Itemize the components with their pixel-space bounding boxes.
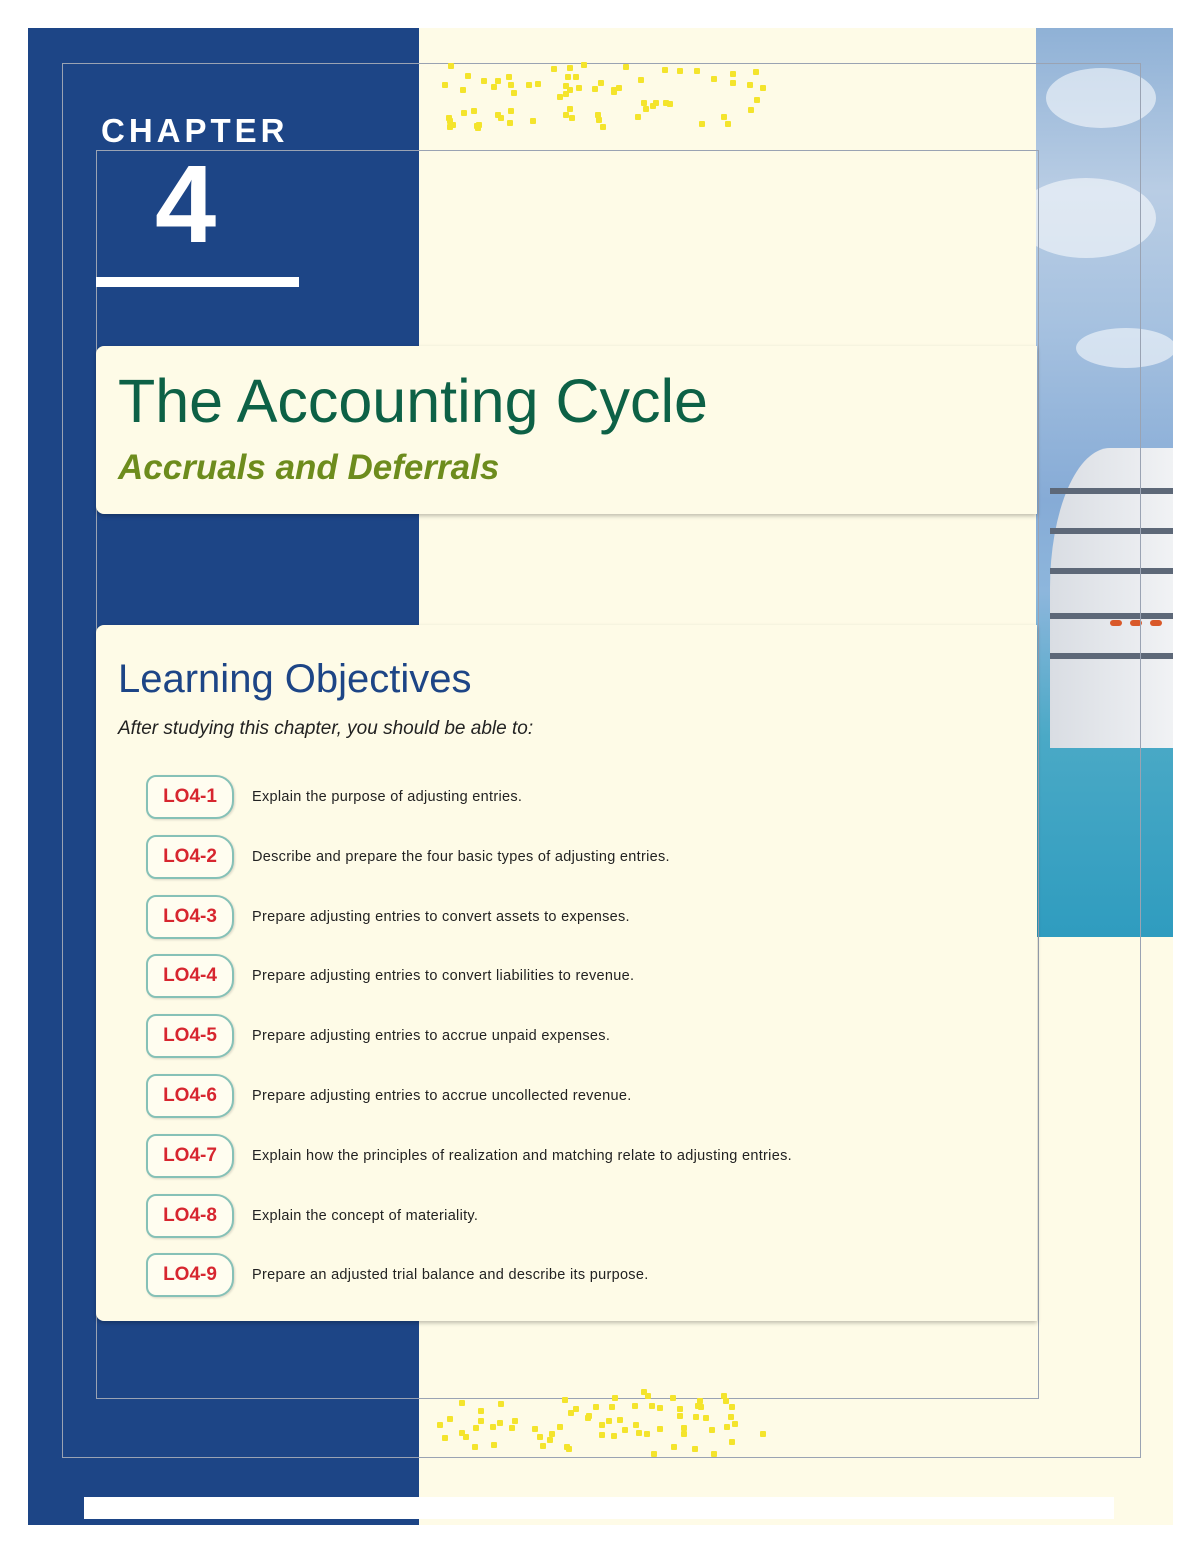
confetti-dot — [723, 1398, 729, 1404]
confetti-dot — [474, 123, 480, 129]
confetti-dot — [657, 1426, 663, 1432]
lo-text: Explain the concept of materiality. — [252, 1207, 479, 1224]
confetti-dot — [617, 1417, 623, 1423]
confetti-dot — [636, 1430, 642, 1436]
list-item — [146, 1253, 1026, 1313]
lo-text: Prepare adjusting entries to convert liabilities to revenue. — [252, 968, 635, 985]
confetti-dot — [447, 124, 453, 130]
confetti-dot — [633, 1422, 639, 1428]
confetti-dot — [622, 1427, 628, 1433]
chapter-label: CHAPTER — [101, 112, 289, 149]
chapter-number: 4 — [155, 143, 217, 266]
confetti-dot — [729, 1439, 735, 1445]
lo-text: Explain how the principles of realization and matching relate to adjusting entries. — [252, 1147, 792, 1164]
confetti-dot — [459, 1430, 465, 1436]
lifeboat — [1150, 620, 1162, 626]
confetti-dot — [670, 1395, 676, 1401]
confetti-dot — [532, 1426, 538, 1432]
confetti-dot — [651, 1451, 657, 1457]
title-box — [96, 346, 1037, 514]
confetti-dot — [511, 90, 517, 96]
confetti-dot — [442, 82, 448, 88]
confetti-dot — [748, 107, 754, 113]
confetti-dot — [711, 76, 717, 82]
bottom-white-band — [84, 1497, 1114, 1519]
confetti-dot — [663, 100, 669, 106]
confetti-dot — [643, 106, 649, 112]
confetti-dot — [551, 66, 557, 72]
confetti-dot — [581, 62, 587, 68]
confetti-dot — [592, 86, 598, 92]
confetti-dot — [653, 100, 659, 106]
confetti-dot — [711, 1451, 717, 1457]
yellow-dots-top — [437, 62, 767, 132]
confetti-dot — [611, 89, 617, 95]
confetti-dot — [535, 81, 541, 87]
lo-text: Explain the purpose of adjusting entries. — [252, 789, 523, 805]
confetti-dot — [730, 71, 736, 77]
list-item — [146, 895, 1026, 955]
list-item — [146, 835, 1026, 895]
learning-objectives-box — [96, 625, 1037, 1321]
list-item — [146, 775, 1026, 835]
confetti-dot — [490, 1424, 496, 1430]
confetti-dot — [703, 1415, 709, 1421]
confetti-dot — [459, 1400, 465, 1406]
confetti-dot — [565, 74, 571, 80]
learning-objectives-list — [146, 775, 1026, 1313]
confetti-dot — [699, 121, 705, 127]
lo-badge: LO4-7 — [146, 1134, 234, 1178]
chapter-title: The Accounting Cycle — [118, 367, 708, 435]
list-item — [146, 1134, 1026, 1194]
learning-objectives-intro: After studying this chapter, you should be able to: — [118, 718, 534, 739]
confetti-dot — [576, 85, 582, 91]
chapter-subtitle: Accruals and Deferrals — [118, 448, 500, 487]
confetti-dot — [662, 67, 668, 73]
confetti-dot — [760, 1431, 766, 1437]
confetti-dot — [509, 1425, 515, 1431]
confetti-dot — [495, 112, 501, 118]
confetti-dot — [537, 1434, 543, 1440]
lo-badge: LO4-3 — [146, 895, 234, 939]
lo-text: Prepare adjusting entries to accrue uncollected revenue. — [252, 1087, 632, 1104]
confetti-dot — [472, 1444, 478, 1450]
confetti-dot — [498, 1401, 504, 1407]
confetti-dot — [567, 65, 573, 71]
confetti-dot — [471, 108, 477, 114]
confetti-dot — [644, 1431, 650, 1437]
lo-text: Prepare adjusting entries to convert assets to expenses. — [252, 908, 630, 925]
confetti-dot — [754, 97, 760, 103]
confetti-dot — [693, 1414, 699, 1420]
lo-badge: LO4-2 — [146, 835, 234, 879]
confetti-dot — [698, 1404, 704, 1410]
confetti-dot — [442, 1435, 448, 1441]
confetti-dot — [709, 1427, 715, 1433]
confetti-dot — [481, 78, 487, 84]
lo-text: Prepare an adjusted trial balance and describe its purpose. — [252, 1267, 649, 1284]
confetti-dot — [600, 124, 606, 130]
confetti-dot — [586, 1413, 592, 1419]
confetti-dot — [549, 1431, 555, 1437]
confetti-dot — [507, 120, 513, 126]
confetti-dot — [649, 1403, 655, 1409]
lo-badge: LO4-4 — [146, 954, 234, 998]
confetti-dot — [721, 114, 727, 120]
confetti-dot — [478, 1418, 484, 1424]
confetti-dot — [495, 78, 501, 84]
lo-text: Describe and prepare the four basic types of adjusting entries. — [252, 848, 670, 865]
confetti-dot — [448, 63, 454, 69]
confetti-dot — [692, 1446, 698, 1452]
confetti-dot — [611, 1433, 617, 1439]
confetti-dot — [724, 1424, 730, 1430]
confetti-dot — [671, 1444, 677, 1450]
confetti-dot — [677, 1406, 683, 1412]
list-item — [146, 1194, 1026, 1254]
lo-badge: LO4-5 — [146, 1014, 234, 1058]
lo-badge: LO4-6 — [146, 1074, 234, 1118]
confetti-dot — [598, 80, 604, 86]
lo-badge: LO4-8 — [146, 1194, 234, 1238]
confetti-dot — [753, 69, 759, 75]
confetti-dot — [569, 115, 575, 121]
confetti-dot — [465, 73, 471, 79]
confetti-dot — [562, 1397, 568, 1403]
confetti-dot — [730, 80, 736, 86]
confetti-dot — [497, 1420, 503, 1426]
confetti-dot — [623, 64, 629, 70]
confetti-dot — [725, 121, 731, 127]
list-item — [146, 1074, 1026, 1134]
confetti-dot — [728, 1414, 734, 1420]
confetti-dot — [563, 83, 569, 89]
confetti-dot — [729, 1404, 735, 1410]
confetti-dot — [732, 1421, 738, 1427]
confetti-dot — [447, 1416, 453, 1422]
confetti-dot — [446, 115, 452, 121]
list-item — [146, 954, 1026, 1014]
confetti-dot — [612, 1395, 618, 1401]
learning-objectives-heading: Learning Objectives — [118, 657, 472, 701]
confetti-dot — [530, 118, 536, 124]
confetti-dot — [635, 114, 641, 120]
confetti-dot — [526, 82, 532, 88]
confetti-dot — [609, 1404, 615, 1410]
confetti-dot — [478, 1408, 484, 1414]
confetti-dot — [437, 1422, 443, 1428]
lo-text: Prepare adjusting entries to accrue unpaid expenses. — [252, 1028, 611, 1045]
confetti-dot — [638, 77, 644, 83]
confetti-dot — [512, 1418, 518, 1424]
confetti-dot — [567, 106, 573, 112]
confetti-dot — [599, 1422, 605, 1428]
confetti-dot — [677, 1413, 683, 1419]
confetti-dot — [681, 1431, 687, 1437]
confetti-dot — [747, 82, 753, 88]
confetti-dot — [596, 117, 602, 123]
confetti-dot — [508, 82, 514, 88]
confetti-dot — [564, 1444, 570, 1450]
confetti-dot — [508, 108, 514, 114]
confetti-dot — [606, 1418, 612, 1424]
confetti-dot — [491, 84, 497, 90]
chapter-rule — [96, 277, 299, 287]
confetti-dot — [657, 1405, 663, 1411]
confetti-dot — [760, 85, 766, 91]
confetti-dot — [573, 74, 579, 80]
confetti-dot — [677, 68, 683, 74]
lo-badge: LO4-1 — [146, 775, 234, 819]
confetti-dot — [593, 1404, 599, 1410]
confetti-dot — [506, 74, 512, 80]
lo-badge: LO4-9 — [146, 1253, 234, 1297]
yellow-dots-bottom — [437, 1388, 767, 1458]
list-item — [146, 1014, 1026, 1074]
confetti-dot — [540, 1443, 546, 1449]
confetti-dot — [645, 1393, 651, 1399]
confetti-dot — [460, 87, 466, 93]
confetti-dot — [694, 68, 700, 74]
confetti-dot — [557, 1424, 563, 1430]
confetti-dot — [599, 1432, 605, 1438]
confetti-dot — [473, 1425, 479, 1431]
confetti-dot — [461, 110, 467, 116]
confetti-dot — [568, 1410, 574, 1416]
confetti-dot — [491, 1442, 497, 1448]
confetti-dot — [547, 1437, 553, 1443]
confetti-dot — [632, 1403, 638, 1409]
